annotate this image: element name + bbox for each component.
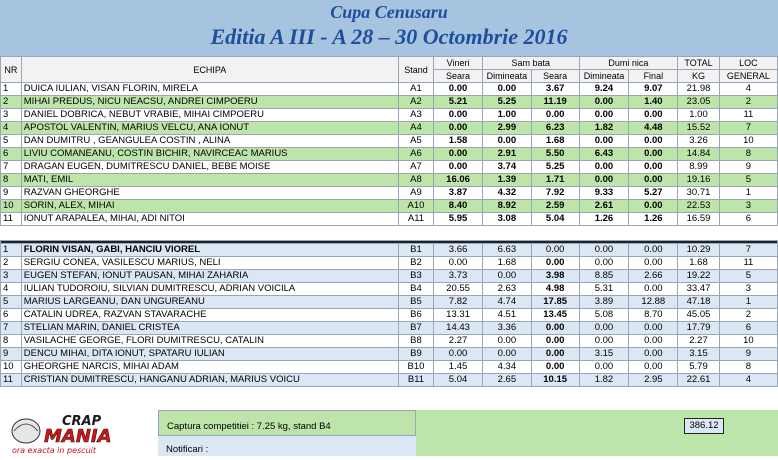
cell-stand: B1 <box>398 244 433 257</box>
cell-tot: 30.71 <box>678 187 720 200</box>
cell-dd: 0.00 <box>579 257 629 270</box>
cell-stand: A3 <box>398 109 433 122</box>
cell-dd: 8.85 <box>579 270 629 283</box>
cell-v: 20.55 <box>434 283 483 296</box>
cell-sd: 3.74 <box>482 161 531 174</box>
cell-team: APOSTOL VALENTIN, MARIUS VELCU, ANA IONUT <box>21 122 398 135</box>
table-row <box>1 361 778 374</box>
cell-dd: 3.89 <box>579 296 629 309</box>
cell-tot: 8.99 <box>678 161 720 174</box>
grand-total: 386.12 <box>684 418 724 434</box>
cell-loc: 4 <box>719 83 777 96</box>
cell-stand: A7 <box>398 161 433 174</box>
cell-df: 0.00 <box>629 322 678 335</box>
header-nr: NR <box>1 57 22 83</box>
cell-tot: 3.26 <box>678 135 720 148</box>
table-row <box>1 96 778 109</box>
cell-stand: B4 <box>398 283 433 296</box>
cell-v: 3.87 <box>434 187 483 200</box>
header-final: Final <box>629 70 678 83</box>
cell-sd: 2.63 <box>482 283 531 296</box>
cell-sd: 2.91 <box>482 148 531 161</box>
page-subtitle: Editia A III - A 28 – 30 Octombrie 2016 <box>210 24 568 49</box>
cell-v: 0.00 <box>434 83 483 96</box>
cell-team: MATI, EMIL <box>21 174 398 187</box>
cell-sd: 0.00 <box>482 270 531 283</box>
cell-tot: 45.05 <box>678 309 720 322</box>
cell-tot: 16.59 <box>678 213 720 226</box>
header-echipa: ECHIPA <box>21 57 398 83</box>
cell-stand: B10 <box>398 361 433 374</box>
cell-df: 0.00 <box>629 109 678 122</box>
cell-stand: A1 <box>398 83 433 96</box>
cell-ss: 0.00 <box>531 322 579 335</box>
cell-nr: 9 <box>1 348 22 361</box>
cell-df: 0.00 <box>629 148 678 161</box>
cell-team: CRISTIAN DUMITRESCU, HANGANU ADRIAN, MARIUS VOICU <box>21 374 398 387</box>
cell-df: 0.00 <box>629 244 678 257</box>
cell-tot: 3.15 <box>678 348 720 361</box>
cell-tot: 5.79 <box>678 361 720 374</box>
cell-stand: A10 <box>398 200 433 213</box>
cell-sd: 0.00 <box>482 83 531 96</box>
cell-loc: 3 <box>719 283 777 296</box>
cell-df: 0.00 <box>629 361 678 374</box>
table-row <box>1 283 778 296</box>
cell-nr: 3 <box>1 270 22 283</box>
cell-dd: 9.24 <box>579 83 629 96</box>
cell-v: 0.00 <box>434 122 483 135</box>
header-sambata: Sam bata <box>482 57 579 70</box>
cell-nr: 4 <box>1 283 22 296</box>
cell-ss: 6.23 <box>531 122 579 135</box>
cell-ss: 3.67 <box>531 83 579 96</box>
cell-dd: 0.00 <box>579 335 629 348</box>
cell-dd: 0.00 <box>579 161 629 174</box>
cell-tot: 10.29 <box>678 244 720 257</box>
cell-v: 0.00 <box>434 348 483 361</box>
cell-df: 0.00 <box>629 283 678 296</box>
cell-ss: 5.25 <box>531 161 579 174</box>
cell-team: EUGEN STEFAN, IONUT PAUSAN, MIHAI ZAHARIA <box>21 270 398 283</box>
cell-tot: 19.16 <box>678 174 720 187</box>
cell-loc: 1 <box>719 187 777 200</box>
cell-tot: 47.18 <box>678 296 720 309</box>
cell-v: 2.27 <box>434 335 483 348</box>
cell-dd: 9.33 <box>579 187 629 200</box>
cell-v: 3.73 <box>434 270 483 283</box>
cell-ss: 0.00 <box>531 257 579 270</box>
cell-sd: 4.51 <box>482 309 531 322</box>
cell-stand: B3 <box>398 270 433 283</box>
page-title: Cupa Cenusaru <box>330 2 448 22</box>
cell-team: SORIN, ALEX, MIHAI <box>21 200 398 213</box>
cell-dd: 0.00 <box>579 244 629 257</box>
cell-dd: 5.08 <box>579 309 629 322</box>
cell-nr: 8 <box>1 174 22 187</box>
cell-df: 9.07 <box>629 83 678 96</box>
cell-df: 0.00 <box>629 335 678 348</box>
cell-sd: 1.68 <box>482 257 531 270</box>
cell-nr: 11 <box>1 374 22 387</box>
cell-df: 0.00 <box>629 200 678 213</box>
cell-dd: 1.82 <box>579 374 629 387</box>
cell-ss: 0.00 <box>531 335 579 348</box>
cell-ss: 1.68 <box>531 135 579 148</box>
cell-df: 0.00 <box>629 135 678 148</box>
cell-v: 0.00 <box>434 161 483 174</box>
cell-stand: A8 <box>398 174 433 187</box>
cell-sd: 3.36 <box>482 322 531 335</box>
cell-nr: 5 <box>1 135 22 148</box>
cell-nr: 8 <box>1 335 22 348</box>
table-row <box>1 296 778 309</box>
header-total: TOTAL <box>678 57 720 70</box>
cell-loc: 9 <box>719 161 777 174</box>
header-seara2: Seara <box>531 70 579 83</box>
table-row <box>1 270 778 283</box>
cell-v: 14.43 <box>434 322 483 335</box>
cell-stand: B11 <box>398 374 433 387</box>
cell-sd: 1.00 <box>482 109 531 122</box>
cell-nr: 1 <box>1 83 22 96</box>
cell-team: GHEORGHE NARCIS, MIHAI ADAM <box>21 361 398 374</box>
cell-tot: 22.53 <box>678 200 720 213</box>
table-row <box>1 174 778 187</box>
cell-v: 8.40 <box>434 200 483 213</box>
cell-loc: 7 <box>719 122 777 135</box>
cell-stand: A4 <box>398 122 433 135</box>
cell-loc: 9 <box>719 348 777 361</box>
logo-top-text: CRAP <box>62 414 102 429</box>
cell-nr: 2 <box>1 257 22 270</box>
header-kg: KG <box>678 70 720 83</box>
cell-v: 0.00 <box>434 257 483 270</box>
cell-nr: 5 <box>1 296 22 309</box>
cell-team: IULIAN TUDOROIU, SILVIAN DUMITRESCU, ADRIAN VOICILA <box>21 283 398 296</box>
cell-loc: 1 <box>719 296 777 309</box>
table-row <box>1 200 778 213</box>
cell-nr: 4 <box>1 122 22 135</box>
cell-loc: 8 <box>719 148 777 161</box>
cell-loc: 11 <box>719 109 777 122</box>
cell-loc: 3 <box>719 200 777 213</box>
table-row <box>1 161 778 174</box>
cell-dd: 1.26 <box>579 213 629 226</box>
table-row <box>1 322 778 335</box>
cell-dd: 0.00 <box>579 322 629 335</box>
cell-ss: 1.71 <box>531 174 579 187</box>
cell-df: 0.00 <box>629 348 678 361</box>
table-row <box>1 148 778 161</box>
cell-nr: 2 <box>1 96 22 109</box>
header-dimineata2: Dimineata <box>579 70 629 83</box>
cell-df: 2.66 <box>629 270 678 283</box>
cell-loc: 10 <box>719 335 777 348</box>
header-vineri: Vineri <box>434 57 483 70</box>
cell-team: RAZVAN GHEORGHE <box>21 187 398 200</box>
crapmania-logo <box>4 411 154 455</box>
cell-dd: 0.00 <box>579 135 629 148</box>
cell-team: DENCU MIHAI, DITA IONUT, SPATARU IULIAN <box>21 348 398 361</box>
cell-team: DANIEL DOBRICA, NEBUT VRABIE, MIHAI CIMPOERU <box>21 109 398 122</box>
cell-dd: 0.00 <box>579 361 629 374</box>
cell-stand: A9 <box>398 187 433 200</box>
cell-sd: 1.39 <box>482 174 531 187</box>
cell-sd: 8.92 <box>482 200 531 213</box>
cell-sd: 0.00 <box>482 348 531 361</box>
cell-team: FLORIN VISAN, GABI, HANCIU VIOREL <box>21 244 398 257</box>
cell-sd: 5.25 <box>482 96 531 109</box>
cell-sd: 2.99 <box>482 122 531 135</box>
cell-ss: 10.15 <box>531 374 579 387</box>
cell-dd: 2.61 <box>579 200 629 213</box>
cell-nr: 1 <box>1 244 22 257</box>
cell-team: IONUT ARAPALEA, MIHAI, ADI NITOI <box>21 213 398 226</box>
cell-tot: 17.79 <box>678 322 720 335</box>
cell-df: 1.40 <box>629 96 678 109</box>
cell-nr: 3 <box>1 109 22 122</box>
cell-dd: 3.15 <box>579 348 629 361</box>
separator-cell <box>1 226 778 241</box>
cell-dd: 0.00 <box>579 174 629 187</box>
cell-df: 8.70 <box>629 309 678 322</box>
cell-df: 1.26 <box>629 213 678 226</box>
cell-nr: 9 <box>1 187 22 200</box>
cell-sd: 2.65 <box>482 374 531 387</box>
cell-tot: 1.00 <box>678 109 720 122</box>
cell-ss: 3.98 <box>531 270 579 283</box>
cell-v: 3.66 <box>434 244 483 257</box>
cell-ss: 0.00 <box>531 109 579 122</box>
cell-tot: 14.84 <box>678 148 720 161</box>
cell-tot: 19.22 <box>678 270 720 283</box>
cell-v: 16.06 <box>434 174 483 187</box>
cell-team: STELIAN MARIN, DANIEL CRISTEA <box>21 322 398 335</box>
header-loc: LOC <box>719 57 777 70</box>
cell-loc: 4 <box>719 374 777 387</box>
cell-v: 5.04 <box>434 374 483 387</box>
header-general: GENERAL <box>719 70 777 83</box>
cell-team: DRAGAN EUGEN, DUMITRESCU DANIEL, BEBE MOISE <box>21 161 398 174</box>
cell-ss: 2.59 <box>531 200 579 213</box>
header-dimineata: Dimineata <box>482 70 531 83</box>
cell-dd: 0.00 <box>579 109 629 122</box>
header-seara: Seara <box>434 70 483 83</box>
cell-v: 0.00 <box>434 148 483 161</box>
cell-ss: 5.04 <box>531 213 579 226</box>
cell-stand: B7 <box>398 322 433 335</box>
cell-sd: 4.32 <box>482 187 531 200</box>
cell-df: 0.00 <box>629 174 678 187</box>
table-row <box>1 135 778 148</box>
cell-loc: 7 <box>719 244 777 257</box>
cell-nr: 10 <box>1 200 22 213</box>
cell-sd: 0.00 <box>482 335 531 348</box>
cell-team: MARIUS LARGEANU, DAN UNGUREANU <box>21 296 398 309</box>
table-row <box>1 257 778 270</box>
cell-ss: 0.00 <box>531 244 579 257</box>
header-stand: Stand <box>398 57 433 83</box>
cell-loc: 6 <box>719 322 777 335</box>
cell-loc: 11 <box>719 257 777 270</box>
table-row <box>1 244 778 257</box>
cell-tot: 15.52 <box>678 122 720 135</box>
header-duminica: Dumi nica <box>579 57 678 70</box>
cell-team: LIVIU COMANEANU, COSTIN BICHIR, NAVIRCEAC MARIUS <box>21 148 398 161</box>
cell-ss: 4.98 <box>531 283 579 296</box>
table-row <box>1 187 778 200</box>
cell-v: 1.45 <box>434 361 483 374</box>
cell-team: CATALIN UDREA, RAZVAN STAVARACHE <box>21 309 398 322</box>
cell-loc: 6 <box>719 213 777 226</box>
cell-team: MIHAI PREDUS, NICU NEACSU, ANDREI CIMPOERU <box>21 96 398 109</box>
cell-team: SERGIU CONEA, VASILESCU MARIUS, NELI <box>21 257 398 270</box>
cell-stand: A2 <box>398 96 433 109</box>
cell-ss: 0.00 <box>531 348 579 361</box>
cell-stand: A11 <box>398 213 433 226</box>
cell-sd: 4.34 <box>482 361 531 374</box>
cell-v: 1.58 <box>434 135 483 148</box>
cell-ss: 13.45 <box>531 309 579 322</box>
cell-v: 0.00 <box>434 109 483 122</box>
cell-dd: 0.00 <box>579 96 629 109</box>
table-row <box>1 213 778 226</box>
cell-sd: 4.74 <box>482 296 531 309</box>
cell-tot: 33.47 <box>678 283 720 296</box>
cell-stand: B8 <box>398 335 433 348</box>
cell-stand: A5 <box>398 135 433 148</box>
table-row <box>1 335 778 348</box>
cell-v: 13.31 <box>434 309 483 322</box>
cell-stand: B6 <box>398 309 433 322</box>
table-row <box>1 83 778 96</box>
results-table <box>0 56 778 387</box>
cell-df: 12.88 <box>629 296 678 309</box>
cell-dd: 1.82 <box>579 122 629 135</box>
cell-nr: 11 <box>1 213 22 226</box>
cell-loc: 2 <box>719 309 777 322</box>
table-row <box>1 374 778 387</box>
cell-dd: 6.43 <box>579 148 629 161</box>
cell-dd: 5.31 <box>579 283 629 296</box>
cell-nr: 7 <box>1 161 22 174</box>
cell-sd: 3.08 <box>482 213 531 226</box>
cell-tot: 22.61 <box>678 374 720 387</box>
cell-nr: 10 <box>1 361 22 374</box>
cell-v: 7.82 <box>434 296 483 309</box>
cell-stand: B5 <box>398 296 433 309</box>
logo-tagline: ora exacta in pescuit <box>12 446 96 455</box>
cell-nr: 6 <box>1 148 22 161</box>
cell-ss: 11.19 <box>531 96 579 109</box>
cell-ss: 0.00 <box>531 361 579 374</box>
cell-sd: 6.63 <box>482 244 531 257</box>
cell-df: 0.00 <box>629 257 678 270</box>
cell-nr: 6 <box>1 309 22 322</box>
cell-loc: 2 <box>719 96 777 109</box>
cell-ss: 7.92 <box>531 187 579 200</box>
cell-loc: 8 <box>719 361 777 374</box>
cell-tot: 2.27 <box>678 335 720 348</box>
cell-df: 4.48 <box>629 122 678 135</box>
cell-team: DAN DUMITRU , GEANGULEA COSTIN , ALINA <box>21 135 398 148</box>
cell-df: 5.27 <box>629 187 678 200</box>
cell-nr: 7 <box>1 322 22 335</box>
cell-loc: 5 <box>719 270 777 283</box>
cell-sd: 0.00 <box>482 135 531 148</box>
cell-tot: 23.05 <box>678 96 720 109</box>
cell-stand: B2 <box>398 257 433 270</box>
table-row <box>1 309 778 322</box>
cell-df: 0.00 <box>629 161 678 174</box>
table-row <box>1 122 778 135</box>
cell-ss: 17.85 <box>531 296 579 309</box>
cell-tot: 21.98 <box>678 83 720 96</box>
capture-info: Captura competitiei : 7.25 kg, stand B4 <box>158 410 416 436</box>
cell-ss: 5.50 <box>531 148 579 161</box>
cell-df: 2.95 <box>629 374 678 387</box>
cell-stand: A6 <box>398 148 433 161</box>
group-separator <box>1 226 778 241</box>
cell-stand: B9 <box>398 348 433 361</box>
cell-tot: 1.68 <box>678 257 720 270</box>
cell-team: DUICA IULIAN, VISAN FLORIN, MIRELA <box>21 83 398 96</box>
cell-v: 5.21 <box>434 96 483 109</box>
cell-v: 5.95 <box>434 213 483 226</box>
cell-team: VASILACHE GEORGE, FLORI DUMITRESCU, CATALIN <box>21 335 398 348</box>
notificari-label: Notificari : <box>158 436 416 456</box>
logo-main-text: MANIA <box>44 426 112 447</box>
table-row <box>1 348 778 361</box>
table-row <box>1 109 778 122</box>
cell-loc: 10 <box>719 135 777 148</box>
header-row-top <box>1 57 778 70</box>
cell-loc: 5 <box>719 174 777 187</box>
